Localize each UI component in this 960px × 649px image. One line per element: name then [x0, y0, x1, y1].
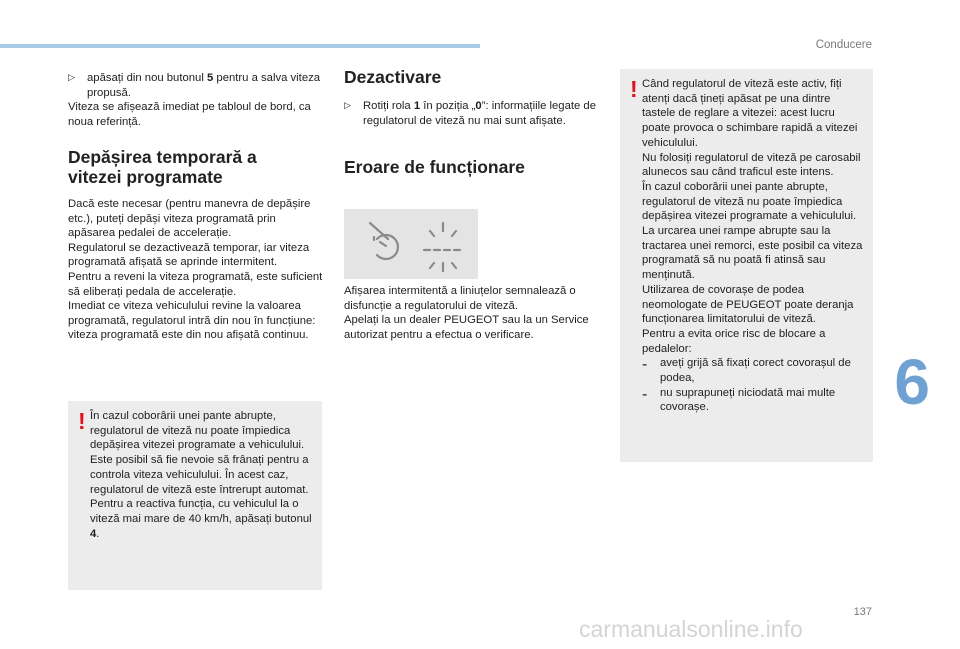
paragraph: Viteza se afișează imediat pe tabloul de bord, ca noua referință.: [68, 101, 311, 128]
warning-box-cruise-active: ! Când regulatorul de viteză este activ, fiți atenți dacă țineți apăsat pe una dintre tastele de reglare a vitezei: acest lucru poate provoca o schimbare rapidă a vitezei vehiculului. Nu folosiți regulatorul de viteză pe carosabil alunecos sau când traficul este intens. În cazul coborârii unei pante abrupte, regulatorul de viteză nu poate împiedica depășirea vitezei programate a vehiculului. La urcarea unei rampe abrupte sau la tractarea unei remorci, este posibil ca viteza programată să nu poată fi atinsă sau menținută. Utilizarea de covorașe de podea neomologate de PEUGEOT poate deranja funcționarea limitatorului de viteză. Pentru a evita orice risc de blocare a pedalelor: - aveți grijă să fixați corect covorașul de podea, - nu suprapuneți niciodată mai multe covorașe.: [620, 69, 873, 462]
section-heading-malfunction: Eroare de funcționare: [344, 157, 525, 177]
warning-box-descent: ! În cazul coborârii unei pante abrupte, regulatorul de viteză nu poate împiedica depășirea vitezei programate a vehiculului. Este posibil să fie nevoie să frânați pentru a controla viteza vehiculului. În acest caz, regulatorul de viteză este întrerupt automat. Pentru a reactiva funcția, cu vehiculul la o viteză mai mare de 40 km/h, apăsați butonul 4.: [68, 401, 322, 590]
page-number: 137: [853, 606, 872, 618]
dash-list-item: - aveți grijă să fixați corect covorașul de podea,: [642, 356, 851, 385]
speedometer-fault-icon: [344, 209, 478, 279]
triangle-bullet-icon: ▷: [344, 100, 351, 110]
section-heading-temporary-override: Depășirea temporară a vitezei programate: [68, 147, 257, 187]
section-body-temporary-override: Dacă este necesar (pentru manevra de depășire etc.), puteți depăși viteza programată prin apăsarea pedalei de accelerație. Regulatorul se dezactivează temporar, iar viteza programată afișată se aprinde intermitent. Pentru a reveni la viteza programată, este suficient să eliberați pedala de accelerație. Imediat ce viteza vehiculului revine la valoarea programată, regulatorul intră din nou în funcțiune: viteza programată este din nou afișată continuu.: [68, 198, 323, 342]
section-body-malfunction: Afișarea intermitentă a liniuțelor semnalează o disfuncție a regulatorului de viteză. Apelați la un dealer PEUGEOT sau la un Service autorizat pentru a efectua o verificare.: [344, 285, 589, 341]
cruise-control-fault-display: [344, 209, 478, 279]
bullet-item-save-speed: ▷ apăsați din nou butonul 5 pentru a salva viteza propusă.: [68, 72, 321, 99]
watermark: carmanualsonline.info: [579, 616, 803, 642]
header-accent-bar: [0, 44, 480, 48]
section-body-deactivation: [344, 99, 600, 128]
triangle-bullet-icon: ▷: [68, 72, 75, 82]
chapter-title: Conducere: [815, 39, 872, 51]
exclamation-icon: !: [78, 408, 86, 434]
section-heading-deactivation: Dezactivare: [344, 67, 442, 87]
chapter-number: 6: [894, 346, 930, 418]
column-1-intro: [68, 71, 324, 129]
dash-list-item: - nu suprapuneți niciodată mai multe covorașe.: [642, 385, 836, 414]
exclamation-icon: !: [630, 76, 638, 102]
bullet-item-deactivate: ▷ Rotiți rola 1 în poziția „0”: informațiile legate de regulatorul de viteză nu mai sunt afișate.: [344, 100, 597, 127]
